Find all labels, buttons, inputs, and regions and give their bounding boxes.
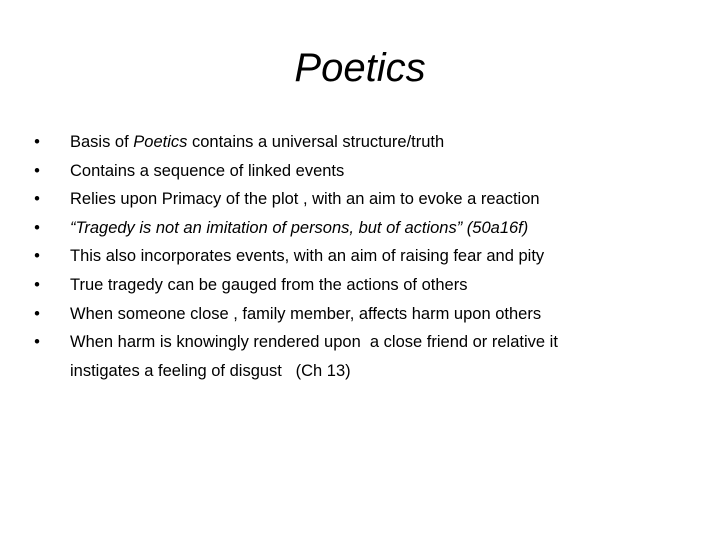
bullet-icon: • xyxy=(34,247,40,266)
bullet-text-emphasis: Poetics xyxy=(133,133,188,151)
bullet-item xyxy=(30,214,650,243)
bullet-item xyxy=(30,242,650,271)
bullet-icon: • xyxy=(34,275,40,294)
bullet-item xyxy=(30,271,650,300)
bullet-icon: • xyxy=(34,333,40,352)
bullet-icon: • xyxy=(34,190,40,209)
bullet-text-quote: “Tragedy is not an imitation of persons, but of actions” (50a16f) xyxy=(70,218,529,237)
bullet-text-suffix: contains a universal structure/truth xyxy=(187,133,445,151)
bullet-icon: • xyxy=(34,304,40,323)
bullet-text: When someone close , family member, affects harm upon others xyxy=(70,304,542,323)
bullet-text-prefix: Basis of xyxy=(70,133,134,151)
bullet-icon: • xyxy=(34,133,40,151)
bullet-text: True tragedy can be gauged from the actions of others xyxy=(70,275,468,294)
bullet-icon: • xyxy=(34,161,40,180)
bullet-text: Contains a sequence of linked events xyxy=(70,161,345,180)
slide-title: Poetics xyxy=(294,46,426,90)
bullet-item xyxy=(30,185,650,214)
bullet-text: When harm is knowingly rendered upon a close friend or relative it instigates a feeling of disgust (Ch 13) xyxy=(70,333,563,380)
bullet-item xyxy=(30,328,630,385)
bullet-text: Relies upon Primacy of the plot , with an aim to evoke a reaction xyxy=(70,190,540,209)
bullet-list xyxy=(30,128,650,385)
bullet-item xyxy=(30,157,650,186)
bullet-text: This also incorporates events, with an aim of raising fear and pity xyxy=(70,247,545,266)
bullet-item xyxy=(30,300,650,329)
bullet-item xyxy=(30,128,650,157)
bullet-icon: • xyxy=(34,218,40,237)
